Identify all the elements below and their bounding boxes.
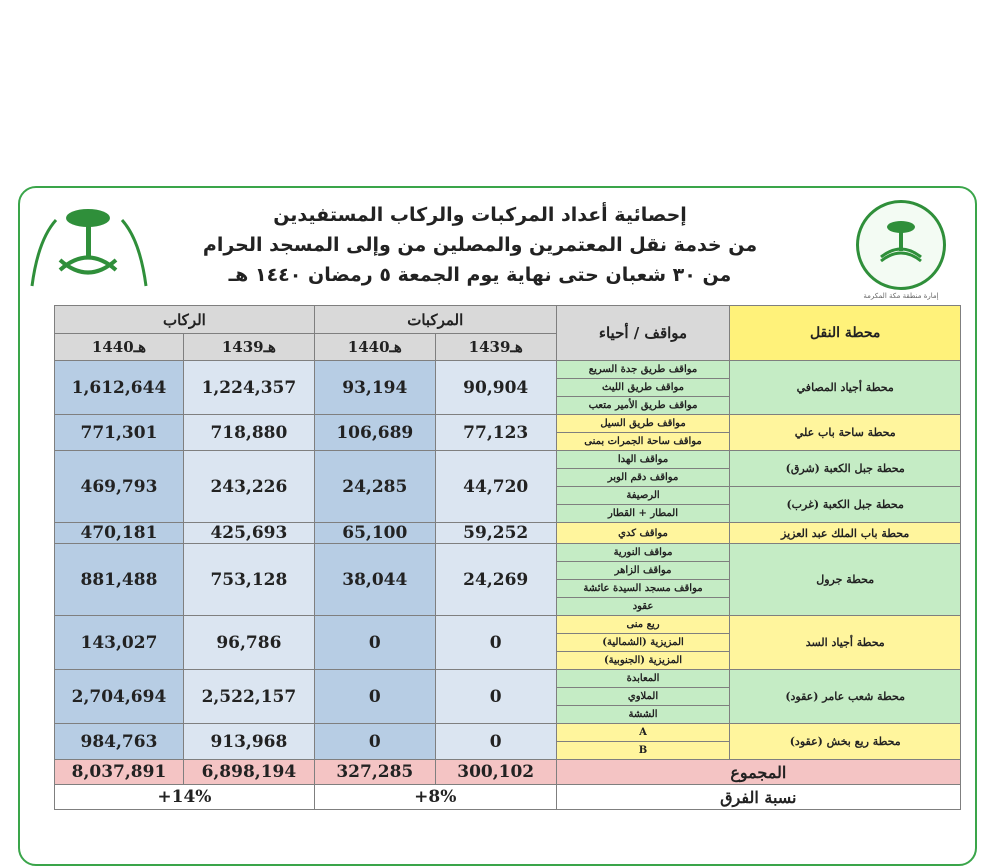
palm-swords-icon xyxy=(30,200,148,290)
location-cell: الرصيفة xyxy=(556,487,730,505)
title-line-3: من ٣٠ شعبان حتى نهاية يوم الجمعة ٥ رمضان ١٤٤٠ هـ xyxy=(228,264,732,286)
passengers-1439-cell: 753,128 xyxy=(183,544,314,616)
vehicles-1439-cell: 44,720 xyxy=(435,451,556,523)
vehicles-1439-cell: 0 xyxy=(435,616,556,670)
vehicles-1440-cell: 65,100 xyxy=(314,523,435,544)
passengers-1439-cell: 96,786 xyxy=(183,616,314,670)
location-cell: مواقف ساحة الجمرات بمنى xyxy=(556,433,730,451)
location-cell: مواقف دقم الوبر xyxy=(556,469,730,487)
location-cell: المطار + القطار xyxy=(556,505,730,523)
vehicles-1440-cell: 0 xyxy=(314,616,435,670)
location-cell: المعابدة xyxy=(556,670,730,688)
vehicles-1439-cell: 90,904 xyxy=(435,361,556,415)
passengers-1439-cell: 718,880 xyxy=(183,415,314,451)
diff-label: نسبة الفرق xyxy=(556,785,960,810)
vehicles-1440-cell: 38,044 xyxy=(314,544,435,616)
station-header: محطة النقل xyxy=(730,306,961,361)
report-title xyxy=(190,200,770,290)
station-name-cell: محطة أجياد المصافي xyxy=(730,361,961,415)
station-name-cell: محطة ساحة باب علي xyxy=(730,415,961,451)
location-cell: مواقف مسجد السيدة عائشة xyxy=(556,580,730,598)
location-cell: ريع منى xyxy=(556,616,730,634)
location-cell: المزيزية (الشمالية) xyxy=(556,634,730,652)
locations-header: مواقف / أحياء xyxy=(556,306,730,361)
total-vehicles-1439: 300,102 xyxy=(435,760,556,785)
location-cell: مواقف طريق الأمير متعب xyxy=(556,397,730,415)
vehicles-diff: +8% xyxy=(314,785,556,810)
vehicles-header: المركبات xyxy=(314,306,556,334)
station-name-cell: محطة شعب عامر (عقود) xyxy=(730,670,961,724)
passengers-1440-cell: 470,181 xyxy=(55,523,184,544)
vehicles-1440-cell: 93,194 xyxy=(314,361,435,415)
location-cell: B xyxy=(556,742,730,760)
passengers-1440-cell: 143,027 xyxy=(55,616,184,670)
location-cell: مواقف طريق الليث xyxy=(556,379,730,397)
passengers-1440-cell: 771,301 xyxy=(55,415,184,451)
vehicles-1439-cell: 0 xyxy=(435,724,556,760)
vehicles-1439-cell: 24,269 xyxy=(435,544,556,616)
passengers-1439-cell: 913,968 xyxy=(183,724,314,760)
vehicles-1439-cell: 59,252 xyxy=(435,523,556,544)
passengers-1440-header: 1440هـ xyxy=(55,334,184,361)
passengers-1440-cell: 881,488 xyxy=(55,544,184,616)
emirate-logo xyxy=(846,200,956,300)
passengers-1439-cell: 2,522,157 xyxy=(183,670,314,724)
station-name-cell: محطة جرول xyxy=(730,544,961,616)
location-cell: مواقف طريق السيل xyxy=(556,415,730,433)
saudi-emblem-icon xyxy=(856,200,946,290)
passengers-1439-cell: 425,693 xyxy=(183,523,314,544)
vehicles-1440-header: 1440هـ xyxy=(314,334,435,361)
total-vehicles-1440: 327,285 xyxy=(314,760,435,785)
location-cell: A xyxy=(556,724,730,742)
vehicles-1439-cell: 0 xyxy=(435,670,556,724)
station-name-cell: محطة جبل الكعبة (غرب) xyxy=(730,487,961,523)
location-cell: عقود xyxy=(556,598,730,616)
total-label: المجموع xyxy=(556,760,960,785)
total-passengers-1439: 6,898,194 xyxy=(183,760,314,785)
passengers-1440-cell: 469,793 xyxy=(55,451,184,523)
passengers-1440-cell: 984,763 xyxy=(55,724,184,760)
vehicles-1440-cell: 0 xyxy=(314,670,435,724)
passengers-diff: +14% xyxy=(55,785,315,810)
vehicles-1440-cell: 0 xyxy=(314,724,435,760)
location-cell: مواقف طريق جدة السريع xyxy=(556,361,730,379)
statistics-table xyxy=(54,305,961,810)
location-cell: الششة xyxy=(556,706,730,724)
station-name-cell: محطة جبل الكعبة (شرق) xyxy=(730,451,961,487)
passengers-1439-header: 1439هـ xyxy=(183,334,314,361)
location-cell: الملاوي xyxy=(556,688,730,706)
location-cell: مواقف كدي xyxy=(556,523,730,544)
title-line-1: إحصائية أعداد المركبات والركاب المستفيدين xyxy=(273,204,687,226)
vehicles-1440-cell: 106,689 xyxy=(314,415,435,451)
station-name-cell: محطة باب الملك عبد العزيز xyxy=(730,523,961,544)
station-name-cell: محطة ريع بخش (عقود) xyxy=(730,724,961,760)
location-cell: مواقف الزاهر xyxy=(556,562,730,580)
total-passengers-1440: 8,037,891 xyxy=(55,760,184,785)
title-line-2: من خدمة نقل المعتمرين والمصلين من وإلى المسجد الحرام xyxy=(202,234,758,256)
passengers-1439-cell: 243,226 xyxy=(183,451,314,523)
station-name-cell: محطة أجياد السد xyxy=(730,616,961,670)
passengers-1439-cell: 1,224,357 xyxy=(183,361,314,415)
passengers-1440-cell: 1,612,644 xyxy=(55,361,184,415)
vehicles-1439-header: 1439هـ xyxy=(435,334,556,361)
emirate-caption: إمارة منطقة مكة المكرمة xyxy=(863,292,939,300)
location-cell: مواقف النورية xyxy=(556,544,730,562)
passengers-header: الركاب xyxy=(55,306,315,334)
location-cell: المزيزية (الجنوبية) xyxy=(556,652,730,670)
passengers-1440-cell: 2,704,694 xyxy=(55,670,184,724)
location-cell: مواقف الهدا xyxy=(556,451,730,469)
authority-logo xyxy=(30,200,148,290)
vehicles-1440-cell: 24,285 xyxy=(314,451,435,523)
vehicles-1439-cell: 77,123 xyxy=(435,415,556,451)
